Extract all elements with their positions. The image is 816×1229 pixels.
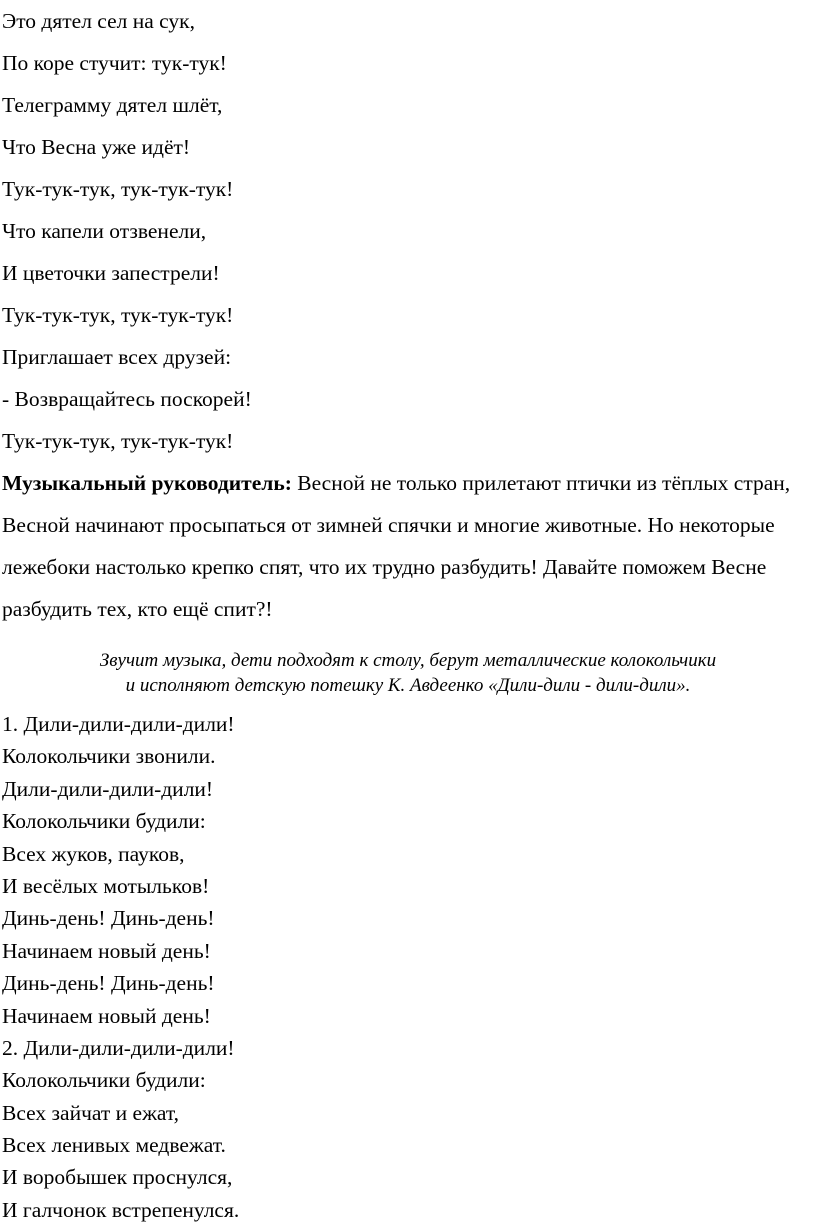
verse-line: Это дятел сел на сук,	[2, 9, 196, 33]
verse-line: Тук-тук-тук, тук-тук-тук!	[2, 303, 234, 327]
verse-line: Приглашает всех друзей:	[2, 345, 232, 369]
verse-line: - Возвращайтесь поскорей!	[2, 387, 252, 411]
music-director-paragraph	[2, 462, 792, 630]
song-line: Колокольчики будили:	[2, 1068, 206, 1093]
verse-line: Что капели отзвенели,	[2, 219, 207, 243]
song-line: Динь-день! Динь-день!	[2, 906, 215, 931]
verse-line: Тук-тук-тук, тук-тук-тук!	[2, 429, 234, 453]
stage-direction-line: Звучит музыка, дети подходят к столу, берут металлические колокольчики	[99, 650, 717, 671]
song-line: Колокольчики звонили.	[2, 744, 216, 769]
stage-direction	[0, 648, 816, 698]
song-line: Дили-дили-дили-дили!	[2, 776, 214, 801]
song-line: Всех ленивых медвежат.	[2, 1133, 226, 1158]
song-line: Всех жуков, пауков,	[2, 841, 185, 866]
verse-line: И цветочки запестрели!	[2, 261, 220, 285]
paragraph-text: Весной не только прилетают птички из тёплых стран, Весной начинают просыпаться от зимней спячки и многие животные. Но некоторые лежебоки настолько крепко спят, что их трудно разбудить! Давайте поможем Весне разбудить тех, кто ещё спит?!	[2, 471, 791, 621]
song-line: 1. Дили-дили-дили-дили!	[2, 712, 235, 736]
speaker-label: Музыкальный руководитель:	[2, 471, 292, 495]
song-line: И галчонок встрепенулся.	[2, 1197, 240, 1222]
verse-line: Тук-тук-тук, тук-тук-тук!	[2, 177, 234, 201]
song-line: Начинаем новый день!	[2, 1003, 211, 1028]
verse-line: По коре стучит: тук-тук!	[2, 51, 227, 75]
song-line: Динь-день! Динь-день!	[2, 971, 215, 996]
song-line: 2. Дили-дили-дили-дили!	[2, 1035, 235, 1060]
verse-line: Что Весна уже идёт!	[2, 135, 191, 159]
stage-direction-line: и исполняют детскую потешку К. Авдеенко «Дили-дили - дили-дили».	[125, 675, 691, 696]
song-line: И весёлых мотыльков!	[2, 873, 210, 898]
song-line: И воробышек проснулся,	[2, 1165, 233, 1190]
song-line: Начинаем новый день!	[2, 938, 211, 963]
woodpecker-verse	[2, 0, 802, 462]
bells-song	[2, 708, 802, 1226]
song-line: Всех зайчат и ежат,	[2, 1100, 180, 1125]
verse-line: Телеграмму дятел шлёт,	[2, 93, 223, 117]
song-line: Колокольчики будили:	[2, 809, 206, 834]
